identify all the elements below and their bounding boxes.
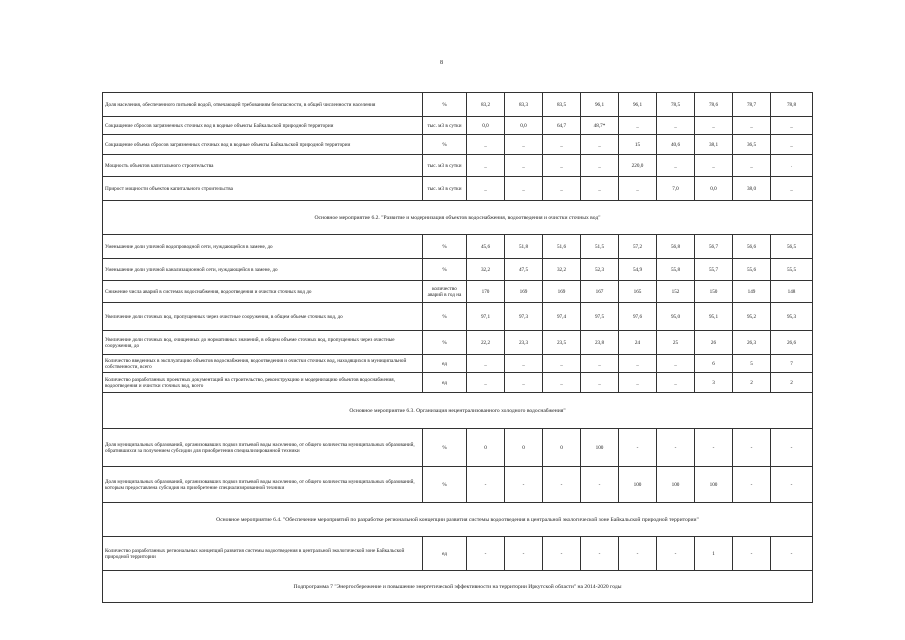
table-row	[103, 117, 813, 135]
indicator-value: 7	[771, 355, 813, 373]
indicator-value: _	[771, 135, 813, 155]
indicator-value: _	[543, 155, 581, 177]
indicator-value: 51,6	[543, 235, 581, 259]
indicator-value: -	[581, 467, 619, 503]
indicator-value: 55,5	[771, 259, 813, 281]
indicator-value: 24	[619, 331, 657, 355]
table-row	[103, 303, 813, 331]
indicator-value: _	[467, 135, 505, 155]
indicator-value: _	[619, 373, 657, 393]
indicator-value: 96,1	[619, 93, 657, 117]
indicator-value: 95,2	[733, 303, 771, 331]
indicator-value: _	[543, 177, 581, 201]
indicator-value: 165	[619, 281, 657, 303]
indicator-value: 169	[505, 281, 543, 303]
section-title: Основное мероприятие 6.3. Организация нецентрализованного холодного водоснабжения"	[103, 393, 813, 429]
table-row	[103, 373, 813, 393]
indicator-value: -	[733, 467, 771, 503]
indicator-value: _	[581, 177, 619, 201]
indicator-value: 1	[695, 537, 733, 571]
indicator-value: 40,6	[657, 135, 695, 155]
indicator-value: 100	[619, 467, 657, 503]
indicator-value: _	[657, 355, 695, 373]
indicator-value: _	[581, 135, 619, 155]
indicator-value: -	[733, 537, 771, 571]
indicator-value: _	[619, 355, 657, 373]
indicator-value: 95,0	[657, 303, 695, 331]
section-row	[103, 393, 813, 429]
indicator-value: 0	[467, 429, 505, 467]
indicator-value: 6	[695, 355, 733, 373]
indicator-name: Мощность объектов капитального строительства	[103, 155, 423, 177]
indicator-value: 78,8	[771, 93, 813, 117]
indicator-unit: %	[423, 467, 467, 503]
indicator-value: 83,3	[505, 93, 543, 117]
indicator-value: 2	[771, 373, 813, 393]
indicator-value: 149	[733, 281, 771, 303]
indicator-name: Доля муниципальных образований, организовавших подвоз питьевой воды населению, от общего количества муниципальных образований, обратившихся за получением субсидии для приобретения специализированной техники	[103, 429, 423, 467]
indicator-value: -	[467, 537, 505, 571]
indicator-value: 56,5	[771, 235, 813, 259]
indicator-value: _	[733, 155, 771, 177]
indicator-name: Количество разработанных проектных документаций на строительство, реконструкцию и модернизацию объектов водоснабжения, водоотведения и очистки сточных вод, всего	[103, 373, 423, 393]
indicator-value: -	[657, 429, 695, 467]
indicator-value: 38,1	[695, 135, 733, 155]
indicator-value: _	[695, 117, 733, 135]
indicator-name: Увеличение доли сточных вод, очищенных до нормативных значений, в общем объеме сточных вод, пропущенных через очистные сооружения, до	[103, 331, 423, 355]
indicator-value: 45,6	[467, 235, 505, 259]
table-body	[103, 93, 813, 603]
table-row	[103, 235, 813, 259]
indicator-value: 100	[581, 429, 619, 467]
table-row	[103, 537, 813, 571]
indicator-value: _	[581, 373, 619, 393]
indicator-value: 57,2	[619, 235, 657, 259]
indicator-value: 38,0	[733, 177, 771, 201]
indicator-value: 23,8	[581, 331, 619, 355]
indicator-value: -	[581, 537, 619, 571]
indicator-value: -	[505, 537, 543, 571]
indicator-value: 170	[467, 281, 505, 303]
indicator-unit: %	[423, 303, 467, 331]
indicator-value: 54,9	[619, 259, 657, 281]
table-row	[103, 155, 813, 177]
indicator-value: 169	[543, 281, 581, 303]
indicator-value: _	[505, 135, 543, 155]
indicator-value: 5	[733, 355, 771, 373]
indicator-value: _	[695, 155, 733, 177]
indicator-value: 7,0	[657, 177, 695, 201]
indicator-unit: тыс. м3 в сутки	[423, 177, 467, 201]
indicator-value: 26,3	[733, 331, 771, 355]
indicator-value: 0	[543, 429, 581, 467]
indicator-unit: %	[423, 331, 467, 355]
indicator-name: Сокращение сбросов загрязненных сточных вод в водные объекты Байкальской природной территории	[103, 117, 423, 135]
indicator-value: 96,1	[581, 93, 619, 117]
indicator-value: 26,6	[771, 331, 813, 355]
indicator-value: _	[543, 135, 581, 155]
indicator-name: Снижение числа аварий в системах водоснабжения, водоотведения и очистки сточных вод до	[103, 281, 423, 303]
indicator-value: 78,7	[733, 93, 771, 117]
indicator-name: Прирост мощности объектов капитального строительства	[103, 177, 423, 201]
indicator-value: 51,5	[581, 235, 619, 259]
indicator-value: _	[619, 117, 657, 135]
indicator-name: Количество разработанных региональных концепций развития системы водоотведения в центральной экологической зоне Байкальской природной территории	[103, 537, 423, 571]
indicator-value: 22,2	[467, 331, 505, 355]
indicator-value: 2	[733, 373, 771, 393]
indicator-value: 56,8	[657, 235, 695, 259]
indicator-value: 3	[695, 373, 733, 393]
indicator-unit: %	[423, 259, 467, 281]
indicator-value: -	[771, 537, 813, 571]
table-row	[103, 355, 813, 373]
indicator-value: 23,3	[505, 331, 543, 355]
indicator-value: 23,5	[543, 331, 581, 355]
indicator-value: _	[467, 355, 505, 373]
indicator-value: 95,1	[695, 303, 733, 331]
indicator-value: _	[543, 355, 581, 373]
indicator-value: -	[695, 429, 733, 467]
indicator-value: _	[467, 177, 505, 201]
indicator-value: 25	[657, 331, 695, 355]
indicator-value: 97,3	[505, 303, 543, 331]
indicator-value: _	[657, 117, 695, 135]
indicator-value: _	[733, 117, 771, 135]
table-row	[103, 331, 813, 355]
indicator-unit: %	[423, 93, 467, 117]
indicator-value: -	[619, 537, 657, 571]
indicator-value: -	[771, 467, 813, 503]
indicator-value: -	[543, 467, 581, 503]
indicator-value: 55,6	[733, 259, 771, 281]
indicators-table	[102, 92, 813, 603]
section-row	[103, 571, 813, 603]
indicator-value: 55,7	[695, 259, 733, 281]
indicator-value: 55,8	[657, 259, 695, 281]
indicator-value: 152	[657, 281, 695, 303]
indicator-value: 15	[619, 135, 657, 155]
indicator-value: 97,6	[619, 303, 657, 331]
section-title: Основное мероприятие 6.2. "Развитие и модернизация объектов водоснабжения, водоотведения и очистки сточных вод"	[103, 201, 813, 235]
section-title: Основное мероприятие 6.4. "Обеспечение мероприятий по разработке региональной концепции развития системы водоотведения в центральной экологической зоне Байкальской природной территории"	[103, 503, 813, 537]
indicator-value: 36,5	[733, 135, 771, 155]
indicator-unit: ед	[423, 537, 467, 571]
indicator-value: -	[657, 537, 695, 571]
indicator-value: _	[505, 177, 543, 201]
indicator-value: 148	[771, 281, 813, 303]
indicator-value: -	[619, 429, 657, 467]
table-row	[103, 259, 813, 281]
table-row	[103, 135, 813, 155]
page-number: 8	[440, 60, 443, 66]
indicator-value: 52,3	[581, 259, 619, 281]
indicator-value: _	[467, 373, 505, 393]
indicator-value: 32,2	[467, 259, 505, 281]
indicator-value: _	[657, 373, 695, 393]
indicator-value: -	[505, 467, 543, 503]
indicator-unit: %	[423, 135, 467, 155]
indicator-value: _	[657, 155, 695, 177]
indicator-value: -	[771, 429, 813, 467]
indicator-name: Уменьшение доли уличной канализационной сети, нуждающейся в замене, до	[103, 259, 423, 281]
indicator-value: -	[543, 537, 581, 571]
indicator-value: 78,6	[695, 93, 733, 117]
indicator-value: -	[467, 467, 505, 503]
indicator-unit: %	[423, 235, 467, 259]
table-row	[103, 177, 813, 201]
indicator-value: 64,7	[543, 117, 581, 135]
indicator-value: -	[733, 429, 771, 467]
indicator-value: 100	[695, 467, 733, 503]
indicator-value: 167	[581, 281, 619, 303]
indicator-value: 100	[657, 467, 695, 503]
indicator-value: _	[505, 373, 543, 393]
indicator-unit: ед	[423, 373, 467, 393]
indicator-value: 97,4	[543, 303, 581, 331]
indicator-name: Доля муниципальных образований, организовавших подвоз питьевой воды населению, от общего количества муниципальных образований, которым предоставлена субсидия на приобретение специализированной техники	[103, 467, 423, 503]
indicator-value: 0,0	[505, 117, 543, 135]
indicator-value: 97,1	[467, 303, 505, 331]
indicator-value: _	[771, 117, 813, 135]
indicator-value: _	[467, 155, 505, 177]
indicator-unit: %	[423, 429, 467, 467]
indicator-value: 0	[505, 429, 543, 467]
indicator-value: 78,5	[657, 93, 695, 117]
indicator-value: .	[771, 155, 813, 177]
indicator-name: Сокращение объема сбросов загрязненных сточных вод в водные объекты Байкальской природной территории	[103, 135, 423, 155]
indicator-value: 0,0	[467, 117, 505, 135]
indicator-value: _	[505, 155, 543, 177]
indicator-value: 56,6	[733, 235, 771, 259]
indicator-name: Доля населения, обеспеченного питьевой водой, отвечающей требованиям безопасности, в общей численности населения	[103, 93, 423, 117]
indicator-value: _	[619, 177, 657, 201]
indicator-value: 0,0	[695, 177, 733, 201]
indicator-value: _	[505, 355, 543, 373]
section-row	[103, 201, 813, 235]
section-row	[103, 503, 813, 537]
indicator-value: _	[543, 373, 581, 393]
indicator-value: 150	[695, 281, 733, 303]
table-row	[103, 429, 813, 467]
indicator-value: 48,7*	[581, 117, 619, 135]
indicator-unit: тыс. м3 в сутки	[423, 117, 467, 135]
indicator-value: 51,8	[505, 235, 543, 259]
table-row	[103, 93, 813, 117]
indicator-name: Уменьшение доли уличной водопроводной сети, нуждающейся в замене, до	[103, 235, 423, 259]
indicator-value: 47,5	[505, 259, 543, 281]
indicator-value: 56,7	[695, 235, 733, 259]
table-row	[103, 467, 813, 503]
indicator-name: Увеличение доли сточных вод, пропущенных через очистные сооружения, в общем объеме сточных вод, до	[103, 303, 423, 331]
indicator-unit: тыс. м3 в сутки	[423, 155, 467, 177]
section-title: Подпрограмма 7 "Энергосбережение и повышение энергетической эффективности на территории Иркутской области" на 2014-2020 годы	[103, 571, 813, 603]
indicator-value: _	[581, 355, 619, 373]
indicator-value: _	[581, 155, 619, 177]
indicator-unit: количество аварий в год на	[423, 281, 467, 303]
table-row	[103, 281, 813, 303]
indicator-value: 220,0	[619, 155, 657, 177]
indicator-value: 83,2	[467, 93, 505, 117]
indicator-value: _	[771, 177, 813, 201]
indicator-value: 26	[695, 331, 733, 355]
indicator-value: 32,2	[543, 259, 581, 281]
indicator-value: 83,5	[543, 93, 581, 117]
indicator-value: 95,3	[771, 303, 813, 331]
indicator-name: Количество введенных в эксплуатацию объектов водоснабжения, водоотведения и очистки сточных вод, находящихся в муниципальной собственности, всего	[103, 355, 423, 373]
indicator-value: 97,5	[581, 303, 619, 331]
indicator-unit: ед	[423, 355, 467, 373]
